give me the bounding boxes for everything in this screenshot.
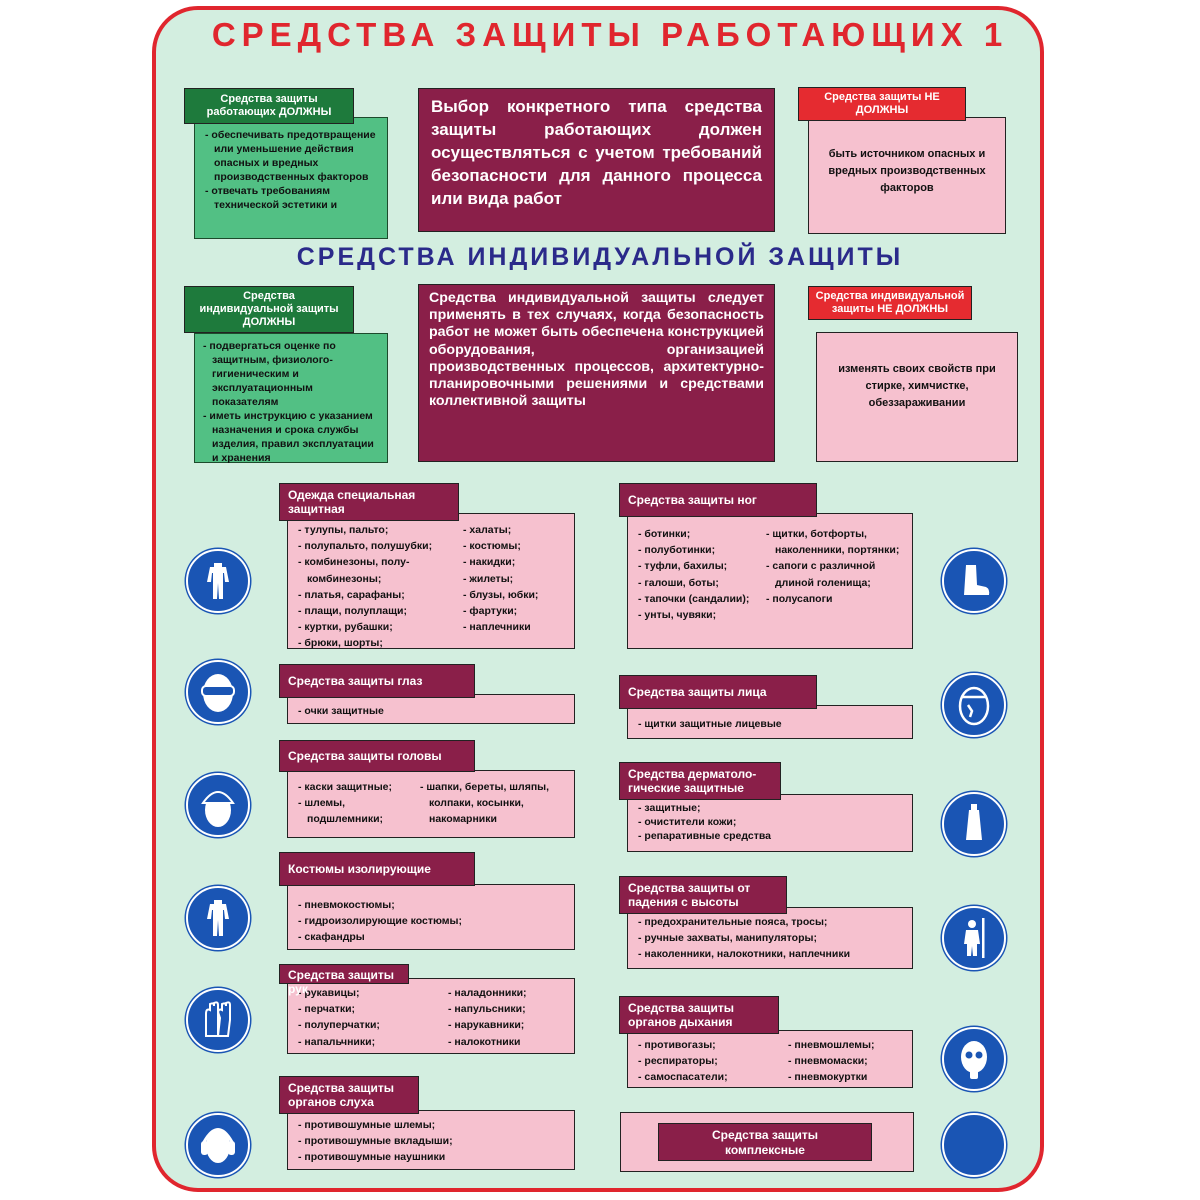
workers-must-item: - обеспечивать предотвращение или уменьшение действия опасных и вредных производственных факторов [205, 128, 379, 184]
list-item: - пневмошлемы; [788, 1037, 877, 1053]
list-item: - куртки, рубашки; [298, 619, 463, 635]
list-item: - жилеты; [463, 571, 538, 587]
clothing-box [287, 513, 575, 649]
ppe-must-header: Средства индивидуальной защиты ДОЛЖНЫ [184, 286, 354, 333]
hearing-header: Средства защиты органов слуха [279, 1076, 419, 1114]
earmuffs-icon [186, 1113, 250, 1177]
list-item: - плащи, полуплащи; [298, 603, 463, 619]
list-item: - очистители кожи; [638, 815, 906, 829]
clothing-header: Одежда специальная защитная [279, 483, 459, 521]
ppe-must-box [194, 333, 388, 463]
list-item: - пневмомаски; [788, 1053, 877, 1069]
list-item: - сапоги с различной длиной голенища; [766, 558, 906, 590]
list-item: - противогазы; [638, 1037, 788, 1053]
list-item: - нарукавники; [448, 1017, 529, 1033]
hearing-box [287, 1110, 575, 1170]
helmet-icon [186, 773, 250, 837]
workers-must-item: - отвечать требованиям технической эстетики и [205, 184, 379, 212]
isolating-suit-icon [186, 886, 250, 950]
list-item: - щитки, ботфорты, наколенники, портянки; [766, 526, 906, 558]
list-item: - защитные; [638, 801, 906, 815]
list-item: - наколенники, налокотники, наплечники [638, 946, 906, 962]
feet-box [627, 513, 913, 649]
face-box [627, 705, 913, 739]
list-item: - самоспасатели; [638, 1069, 788, 1085]
face-header: Средства защиты лица [619, 675, 817, 709]
feet-header: Средства защиты ног [619, 483, 817, 517]
list-item: - скафандры [298, 929, 568, 945]
overalls-icon [186, 549, 250, 613]
list-item: - напульсники; [448, 1001, 529, 1017]
list-item: - тапочки (сандалии); [638, 591, 766, 607]
safety-harness-icon [942, 906, 1006, 970]
ppe-must-item: - подвергаться оценке по защитным, физиолого-гигиеническим и эксплуатационным показателям [203, 339, 381, 409]
ppe-must-not-header: Средства индивидуальной защиты НЕ ДОЛЖНЫ [808, 286, 972, 320]
list-item: - противошумные вкладыши; [298, 1133, 568, 1149]
list-item: - туфли, бахилы; [638, 558, 766, 574]
goggles-icon [186, 660, 250, 724]
poster-title: СРЕДСТВА ЗАЩИТЫ РАБОТАЮЩИХ 1 [211, 16, 1009, 53]
list-item: - очки защитные [298, 703, 568, 719]
fall-box [627, 907, 913, 969]
list-item: - наплечники [463, 619, 538, 635]
list-item: - костюмы; [463, 538, 538, 554]
ppe-must-item: - иметь инструкцию с указанием назначения и срока службы изделия, правил эксплуатации и хранения [203, 409, 381, 465]
gas-mask-icon [942, 1027, 1006, 1091]
list-item: - противошумные наушники [298, 1149, 568, 1165]
list-item: - шапки, береты, шляпы, колпаки, косынки, накомарники [420, 779, 560, 828]
list-item: - рукавицы; [298, 985, 448, 1001]
workers-must-not-header: Средства защиты НЕ ДОЛЖНЫ [798, 87, 966, 121]
head-box [287, 770, 575, 838]
list-item: - полуперчатки; [298, 1017, 448, 1033]
suits-box [287, 884, 575, 950]
workers-must-box [194, 117, 388, 239]
complex-header: Средства защиты комплексные [658, 1123, 872, 1161]
head-header: Средства защиты головы [279, 740, 475, 772]
complex-protection-icon [942, 1113, 1006, 1177]
breath-header: Средства защиты органов дыхания [619, 996, 779, 1034]
list-item: - пневмокостюмы; [298, 897, 568, 913]
list-item: - пневмокуртки [788, 1069, 877, 1085]
list-item: - полупальто, полушубки; [298, 538, 463, 554]
list-item: - напальчники; [298, 1034, 448, 1050]
fall-header: Средства защиты от падения с высоты [619, 876, 787, 914]
list-item: - полусапоги [766, 591, 906, 607]
hands-header: Средства защиты рук [279, 964, 409, 984]
list-item: - платья, сарафаны; [298, 587, 463, 603]
list-item: - наладонники; [448, 985, 529, 1001]
list-item: - комбинезоны, полу-комбинезоны; [298, 554, 463, 586]
boot-icon [942, 549, 1006, 613]
eyes-header: Средства защиты глаз [279, 664, 475, 698]
list-item: - накидки; [463, 554, 538, 570]
eyes-box [287, 694, 575, 724]
list-item: - брюки, шорты; [298, 635, 463, 651]
list-item: - галоши, боты; [638, 575, 766, 591]
ppe-usage-note: Средства индивидуальной защиты следует применять в тех случаях, когда безопасность работ не может быть обеспечена конструкцией оборудования, организацией производственных процессов, архитектурно-планировочными решениями и средствами коллективной защиты [418, 284, 775, 462]
list-item: - халаты; [463, 522, 538, 538]
list-item: - ручные захваты, манипуляторы; [638, 930, 906, 946]
list-item: - щитки защитные лицевые [638, 716, 906, 732]
choice-note: Выбор конкретного типа средства защиты работающих должен осуществляться с учетом требований безопасности для данного процесса или вида работ [418, 88, 775, 232]
ppe-must-not-box [816, 332, 1018, 462]
workers-must-header: Средства защиты работающих ДОЛЖНЫ [184, 88, 354, 124]
list-item: - противошумные шлемы; [298, 1117, 568, 1133]
list-item: - налокотники [448, 1034, 529, 1050]
ppe-must-not-text: изменять своих свойств при стирке, химчистке, обеззараживании [838, 363, 996, 409]
list-item: - ботинки; [638, 526, 766, 542]
derma-header: Средства дерматоло-гические защитные [619, 762, 781, 800]
breath-box [627, 1030, 913, 1088]
workers-must-not-text: быть источником опасных и вредных производственных факторов [828, 148, 986, 194]
list-item: - блузы, юбки; [463, 587, 538, 603]
list-item: - фартуки; [463, 603, 538, 619]
list-item: - тулупы, пальто; [298, 522, 463, 538]
list-item: - перчатки; [298, 1001, 448, 1017]
gloves-icon [186, 988, 250, 1052]
list-item: - шлемы, подшлемники; [298, 795, 420, 827]
list-item: - репаративные средства [638, 829, 906, 843]
list-item: - гидроизолирующие костюмы; [298, 913, 568, 929]
list-item: - респираторы; [638, 1053, 788, 1069]
face-shield-icon [942, 673, 1006, 737]
list-item: - унты, чувяки; [638, 607, 766, 623]
list-item: - полуботинки; [638, 542, 766, 558]
derma-box [627, 794, 913, 852]
list-item: - предохранительные пояса, тросы; [638, 914, 906, 930]
cream-tube-icon [942, 792, 1006, 856]
list-item: - каски защитные; [298, 779, 420, 795]
ppe-subtitle: СРЕДСТВА ИНДИВИДУАЛЬНОЙ ЗАЩИТЫ [296, 243, 904, 271]
workers-must-not-box [808, 117, 1006, 234]
hands-box [287, 978, 575, 1054]
suits-header: Костюмы изолирующие [279, 852, 475, 886]
